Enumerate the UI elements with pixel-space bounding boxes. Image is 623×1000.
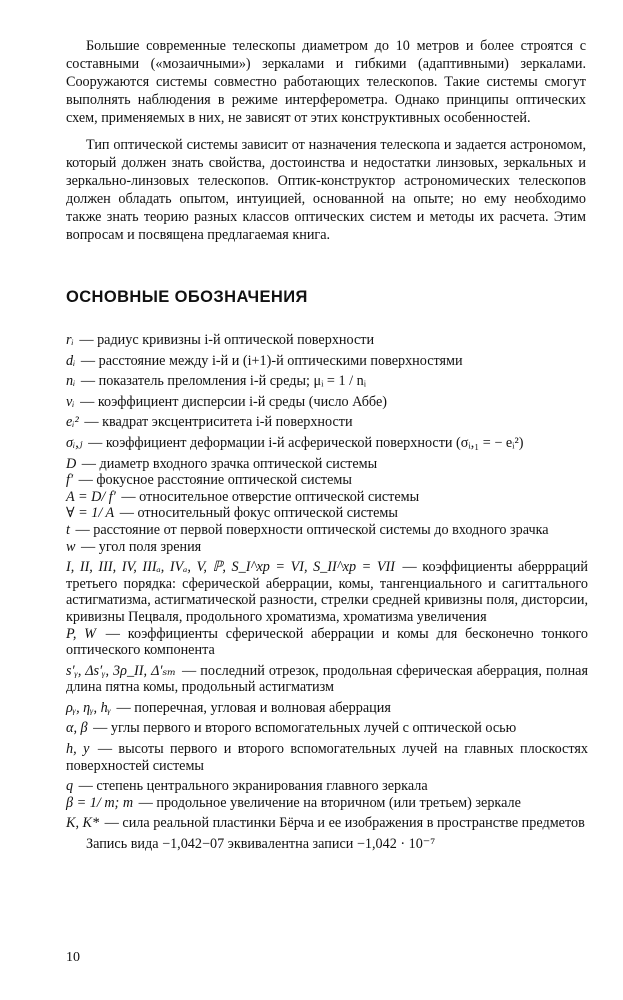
notation-item: [66, 663, 588, 696]
notation-item: [66, 539, 588, 556]
notation-list: [66, 332, 588, 853]
notation-item: [66, 472, 588, 489]
notation-symbol: w: [66, 538, 76, 555]
notation-item: [66, 522, 588, 539]
notation-symbol: nᵢ: [66, 373, 76, 390]
notation-symbol: I, II, III, IV, IIIₐ, IVₐ, V, ℙ, S_I^xp = VI, S_II^xp = VII: [66, 559, 395, 576]
notation-item: [66, 353, 588, 370]
notation-item: [66, 720, 588, 737]
notation-symbol: P, W: [66, 625, 96, 642]
notation-symbol: h, y: [66, 741, 90, 758]
notation-item: [66, 456, 588, 473]
notation-text: — расстояние от первой поверхности оптической системы до входного зрачка: [75, 521, 549, 538]
page-number: 10: [66, 950, 80, 965]
notation-text: — степень центрального экранирования главного зеркала: [78, 778, 428, 795]
notation-text: — радиус кривизны i-й оптической поверхности: [79, 332, 375, 348]
notation-item: [66, 626, 588, 659]
notation-item: [66, 394, 588, 411]
notation-text: — коэффициенты сферической аберрации и комы для бесконечно тонкого оптического компонента: [66, 625, 589, 659]
notation-text: — диаметр входного зрачка оптической системы: [81, 455, 378, 472]
notation-text: — относительный фокус оптической системы: [119, 505, 398, 522]
notation-text: — коэффициент дисперсии i-й среды (число Аббе): [80, 393, 387, 410]
notation-item: [66, 559, 588, 625]
notation-item: [66, 505, 588, 522]
notation-item: [66, 489, 588, 506]
notation-symbol: β = 1/ m; m: [66, 794, 134, 811]
notation-item: [66, 373, 588, 390]
notation-text: Запись вида −1,042−07 эквивалентна записи −1,042 · 10⁻⁷: [86, 836, 436, 853]
notation-text: — угол поля зрения: [81, 538, 202, 555]
notation-symbol: f′: [66, 472, 74, 489]
notation-item: [66, 778, 588, 795]
notation-text: — фокусное расстояние оптической системы: [78, 472, 352, 489]
notation-text: — продольное увеличение на вторичном (или третьем) зеркале: [138, 794, 521, 811]
notation-item: [66, 435, 588, 452]
notation-text: — расстояние между i-й и (i+1)-й оптическими поверхностями: [80, 352, 463, 369]
notation-symbol: νᵢ: [66, 393, 75, 410]
notation-text: — относительное отверстие оптической системы: [121, 488, 420, 505]
notation-symbol: A = D/ f′: [66, 488, 116, 505]
notation-symbol: D: [66, 455, 77, 472]
notation-text: — поперечная, угловая и волновая аберрация: [116, 699, 391, 716]
notation-symbol: rᵢ: [66, 332, 74, 348]
notation-item: [66, 700, 588, 717]
notation-text: — показатель преломления i-й среды; μᵢ = 1 / nᵢ: [80, 373, 367, 390]
notation-text: — сила реальной пластинки Бёрча и ее изображения в пространстве предметов: [104, 815, 585, 832]
notation-symbol: σᵢ,ⱼ: [66, 434, 83, 451]
notation-item: [66, 795, 588, 812]
notation-symbol: ρᵧ, ηᵧ, hᵧ: [66, 699, 111, 716]
notation-text: — квадрат эксцентриситета i-й поверхности: [84, 414, 353, 431]
notation-symbol: ∀ = 1/ A: [66, 505, 115, 522]
notation-symbol: K, K*: [66, 815, 100, 832]
notation-text: — последний отрезок, продольная сферическая аберрация, полная длина пятна комы, продольный астигматизм: [66, 662, 588, 696]
paragraph-intro: Большие современные телескопы диаметром до 10 метров и более строятся с составными («мозаичными») зеркалами и гибкими (адаптивными) зеркалами. Сооружаются системы совместно работающих телескопов. Такие системы смогут выполнять наблюдения в режиме интерферометра. Однако принципы оптических схем, применяемых в них, не зависят от этих конструктивных особенностей.: [66, 38, 586, 126]
notation-text: — коэффициенты аберрраций третьего порядка: сферической аберрации, комы, тангенциального и сагиттального астигматизма, астигматической разности, стрелки средней кривизны поля, дисторсии, кривизны Пецваля, продольного хроматизма, хроматизма увеличения: [66, 559, 588, 625]
paragraph-purpose: Тип оптической системы зависит от назначения телескопа и задается астрономом, который должен знать свойства, достоинства и недостатки линзовых, зеркальных и зеркально-линзовых телескопов. Оптик-конструктор астрономических телескопов должен обладать опытом, интуицией, основанной на опыте; но ему необходимо также знать теорию разных классов оптических систем и методы их расчета. Этим вопросам и посвящена предлагаемая книга.: [66, 137, 586, 243]
notation-symbol: dᵢ: [66, 352, 76, 369]
notation-symbol: eᵢ²: [66, 414, 79, 431]
notation-symbol: q: [66, 778, 74, 795]
notation-item: [66, 741, 588, 774]
notation-text: — коэффициент деформации i-й асферической поверхности (σᵢ,₁ = − eᵢ²): [88, 434, 524, 451]
section-heading: ОСНОВНЫЕ ОБОЗНАЧЕНИЯ: [66, 288, 308, 306]
notation-item: [66, 414, 588, 431]
notation-symbol: α, β: [66, 720, 88, 737]
notation-item: [66, 815, 588, 832]
notation-symbol: t: [66, 521, 70, 538]
notation-text: — высоты первого и второго вспомогательных лучей на главных плоскостях поверхностей системы: [66, 741, 588, 774]
notation-footnote: [66, 836, 588, 853]
notation-item: [66, 332, 588, 349]
notation-text: — углы первого и второго вспомогательных лучей с оптической осью: [93, 720, 517, 737]
notation-symbol: s′ᵧ, Δs′ᵧ, 3ρ_II, Δ′ₛₘ: [66, 662, 176, 679]
